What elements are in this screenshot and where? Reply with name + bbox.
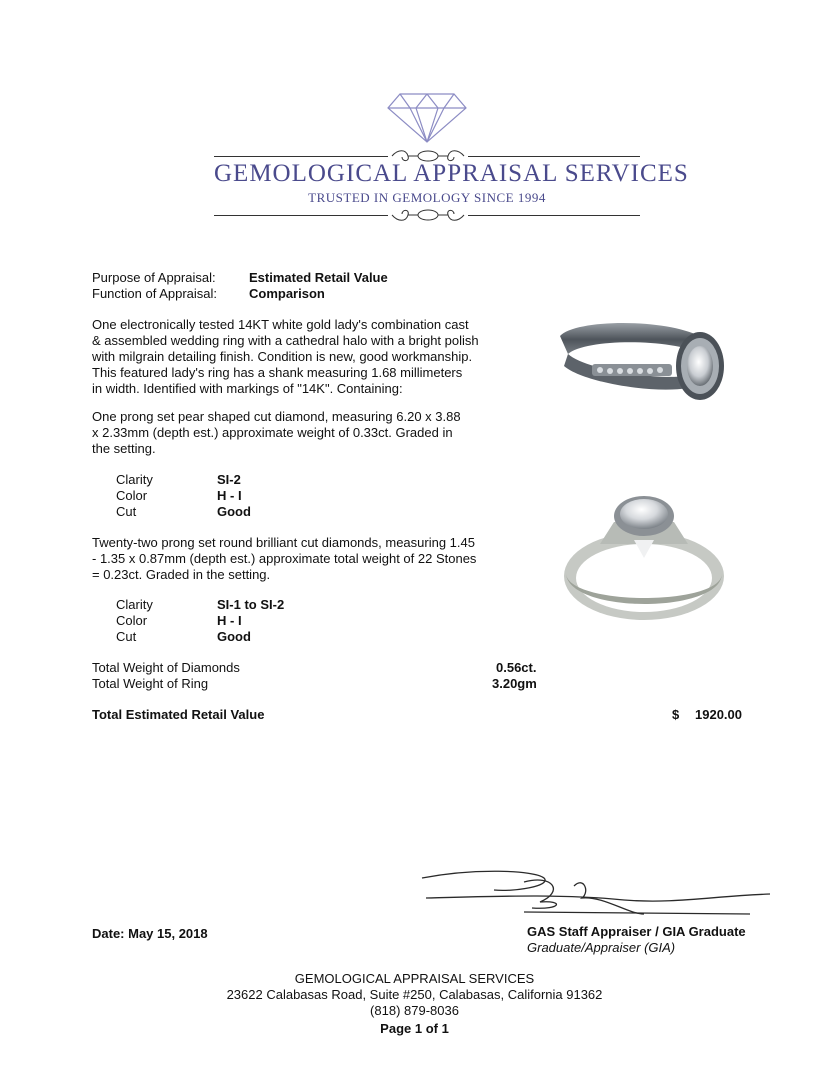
ring-photo-front-view bbox=[560, 488, 728, 626]
center-color-value: H - I bbox=[217, 488, 242, 503]
footer-address: 23622 Calabasas Road, Suite #250, Calabasas, California 91362 bbox=[226, 987, 603, 1002]
footer-company: GEMOLOGICAL APPRAISAL SERVICES bbox=[294, 971, 535, 986]
description-line: in width. Identified with markings of "14K". Containing: bbox=[92, 381, 403, 396]
center-cut-value: Good bbox=[217, 504, 251, 519]
total-diamonds-value: 0.56ct. bbox=[496, 660, 537, 675]
center-cut-label: Cut bbox=[116, 504, 137, 519]
center-stone-description bbox=[92, 409, 512, 457]
center-stone-line: x 2.33mm (depth est.) approximate weight of 0.33ct. Graded in bbox=[92, 425, 453, 440]
description-line: & assembled wedding ring with a cathedral halo with a bright polish bbox=[92, 333, 479, 348]
header-rule-bottom-right bbox=[468, 215, 640, 216]
company-title: GEMOLOGICAL APPRAISAL SERVICES bbox=[214, 160, 689, 187]
company-tagline: TRUSTED IN GEMOLOGY SINCE 1994 bbox=[308, 190, 546, 205]
appraiser-subtitle: Graduate/Appraiser (GIA) bbox=[527, 940, 676, 955]
side-cut-value: Good bbox=[217, 629, 251, 644]
purpose-label: Purpose of Appraisal: bbox=[92, 270, 216, 285]
center-clarity-value: SI-2 bbox=[217, 472, 241, 487]
center-stone-line: One prong set pear shaped cut diamond, measuring 6.20 x 3.88 bbox=[92, 409, 461, 424]
side-color-value: H - I bbox=[217, 613, 242, 628]
side-stones-line: Twenty-two prong set round brilliant cut diamonds, measuring 1.45 bbox=[92, 535, 475, 550]
footer-phone: (818) 879-8036 bbox=[370, 1003, 459, 1018]
header-rule-top-left bbox=[214, 156, 388, 157]
center-color-label: Color bbox=[116, 488, 148, 503]
function-value: Comparison bbox=[249, 286, 325, 301]
appraiser-title: GAS Staff Appraiser / GIA Graduate bbox=[527, 924, 746, 939]
side-clarity-value: SI-1 to SI-2 bbox=[217, 597, 285, 612]
ornament-scroll-bottom-icon bbox=[388, 206, 468, 224]
retail-value-label: Total Estimated Retail Value bbox=[92, 707, 265, 722]
page-number: Page 1 of 1 bbox=[380, 1021, 449, 1036]
side-color-label: Color bbox=[116, 613, 148, 628]
ring-description bbox=[92, 317, 512, 397]
side-stones-description bbox=[92, 535, 522, 583]
ring-photo-side-view bbox=[556, 314, 726, 420]
center-stone-line: the setting. bbox=[92, 441, 156, 456]
retail-value-amount: 1920.00 bbox=[695, 707, 742, 722]
center-clarity-label: Clarity bbox=[116, 472, 153, 487]
header-rule-bottom-left bbox=[214, 215, 388, 216]
header-rule-top-right bbox=[468, 156, 640, 157]
total-ring-value: 3.20gm bbox=[492, 676, 537, 691]
diamond-logo-icon bbox=[386, 92, 468, 144]
appraisal-date: Date: May 15, 2018 bbox=[92, 926, 208, 941]
total-ring-label: Total Weight of Ring bbox=[92, 676, 209, 691]
side-stones-line: - 1.35 x 0.87mm (depth est.) approximate total weight of 22 Stones bbox=[92, 551, 477, 566]
description-line: This featured lady's ring has a shank measuring 1.68 millimeters bbox=[92, 365, 463, 380]
description-line: One electronically tested 14KT white gold lady's combination cast bbox=[92, 317, 469, 332]
function-label: Function of Appraisal: bbox=[92, 286, 218, 301]
total-diamonds-label: Total Weight of Diamonds bbox=[92, 660, 240, 675]
side-stones-line: = 0.23ct. Graded in the setting. bbox=[92, 567, 271, 582]
purpose-value: Estimated Retail Value bbox=[249, 270, 388, 285]
description-line: with milgrain detailing finish. Condition is new, good workmanship. bbox=[92, 349, 473, 364]
appraiser-signature bbox=[414, 866, 778, 924]
side-clarity-label: Clarity bbox=[116, 597, 153, 612]
side-cut-label: Cut bbox=[116, 629, 137, 644]
currency-symbol: $ bbox=[672, 707, 680, 722]
